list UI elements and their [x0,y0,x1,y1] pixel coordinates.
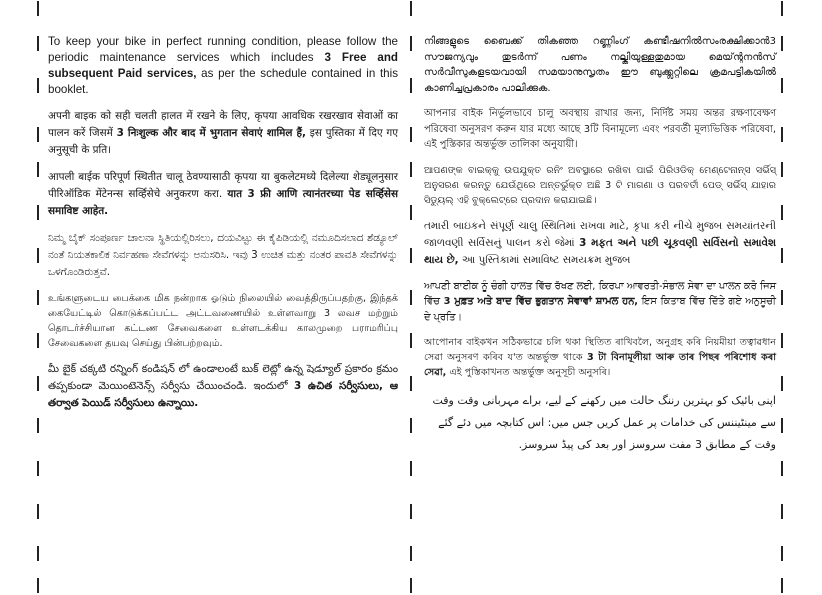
crop-mark [410,162,412,177]
crop-mark [410,127,412,142]
paragraph-text: உங்களுடைய பைக்கை மிக நன்றாக ஓடும் நிலையில் வைத்திருப்பதற்கு, இந்தக் கையேட்டில் கொடுக்கப்பட்ட அட்டவணையில் உள்ளவாறு 3 லவச மற்றும் தொடர்ச்சியான கட்டண சேவைகளை உள்ளடக்கிய காலமுறை பராமரிப்பு சேவைகளை தயவு செய்து பின்பற்றவும். [48,293,398,349]
crop-mark [37,333,39,348]
paragraph-bold-text: 3 ఉచిత సర్వీసులు, ఆ తర్వాత పెయిడ్ సర్వీసులు ఉన్నాయి. [48,380,398,409]
crop-mark [37,248,39,263]
paragraph-bold-text: यात 3 फ्री आणि त्यानंतरच्या पेड सर्व्हिसेस समाविष्ट आहेत. [48,188,398,217]
crop-mark [781,36,783,51]
paragraph-text: আপোনাৰ বাইকখন সঠিকভাৱে চলি থকা স্থিতিত ৰাখিবলৈ, অনুগ্ৰহ কৰি নিয়মীয়া তত্বাৱধান সেৱা অনুসৰণ কৰিব য'ত অন্তৰ্ভুক্ত থাকে [424,337,776,363]
crop-mark [37,162,39,177]
paragraph-text: നിങ്ങളുടെ ബൈക്ക് തികഞ്ഞ റണ്ണിംഗ് കണ്ടീഷനിൽസംരക്ഷിക്കാൻ3 സൗജന്യവും തുടർന്ന് പണം നല്കിയുള്ളതുമായ മെയ്ന്റനൻസ് സർവീസുകളടയവായി സമയാനുസൃതം ഈ ബുക്ക്ലറ്റിലെ ക്രമപട്ടികയിൽ കാണിച്ചപ്രകാരം പാലിക്കുക. [424,36,776,94]
paragraph-text: మీ బైక్ చక్కటి రన్నింగ్ కండిషన్ లో ఉండాలంటే బుక్ లెట్లో ఉన్న షెడ్యూల్ ప్రకారం క్రమం తప్పకుండా మెయింటెనెన్స్ సర్వీసు చేయించండి. ఇందులో [48,363,398,392]
paragraph-hindi [48,108,398,159]
paragraph-bengali [424,106,776,153]
crop-mark [781,127,783,142]
crop-mark [781,162,783,177]
paragraph-text-end: এই পুস্তিকাখনত অন্তৰ্ভুক্ত অনুসূচী অনুসৰি। [446,367,611,378]
crop-mark [37,546,39,561]
crop-mark [781,578,783,593]
paragraph-urdu [424,390,776,456]
paragraph-marathi [48,169,398,220]
crop-mark [37,376,39,391]
crop-mark [781,504,783,519]
crop-mark [37,461,39,476]
paragraph-assamese [424,335,776,380]
paragraph-bold-text: 3 निःशुल्क और बाद में भुगतान सेवाएं शामिल हैं, [116,127,306,139]
crop-mark [410,418,412,433]
paragraph-text: আপনার বাইক নির্ভুলভাবে চালু অবস্থায় রাখার জন্য, নির্দিষ্ট সময় অন্তর রক্ষণাবেক্ষণ পরিষেবা অনুসরণ করুন যার মধ্যে আছে 3টি বিনামূল্যে এবং পরবর্তী মূল্যভিত্তিক পরিষেবা, এই পুস্তিকার অন্তর্ভুক্ত তালিকা অনুযায়ী। [424,108,776,150]
paragraph-text: अपनी बाइक को सही चलती हालत में रखने के लिए, कृपया आवधिक रखरखाव सेवाओं का पालन करें जिसमें [48,110,398,139]
crop-mark [781,290,783,305]
paragraph-bold-text: 3 Free and subsequent Paid services, [48,51,398,80]
paragraph-text: ਆਪਣੀ ਬਾਈਕ ਨੂੰ ਚੰਗੀ ਹਾਲਤ ਵਿੱਚ ਰੱਖਣ ਲਈ, ਕਿਰਪਾ ਆਵਰਤੀ-ਸੰਭਾਲ ਸੇਵਾ ਦਾ ਪਾਲਨ ਕਰੋ ਜਿਸ ਵਿੱਚ [424,280,776,307]
crop-mark [37,578,39,593]
paragraph-text: ನಿಮ್ಮ ಬೈಕ್ ಸಂಪೂರ್ಣ ಚಾಲನಾ ಸ್ಥಿತಿಯಲ್ಲಿರಿಸಲು, ದಯವಿಟ್ಟು ಈ ಕೈಪಿಡಿಯಲ್ಲಿ ನಮೂದಿಸಲಾದ ಶೆಡ್ಯೂಲ್ ನಂತೆ ನಿಯತಕಾಲಿಕ ನಿರ್ವಹಣಾ ಸೇವೆಗಳನ್ನು ಅನುಸರಿಸಿ. ಇವು 3 ಉಚಿತ ಮತ್ತು ನಂತರ ಪಾವತಿ ಸೇವೆಗಳನ್ನು ಒಳಗೊಂಡಿರುತ್ತವೆ. [48,232,398,278]
crop-mark [781,418,783,433]
crop-mark [410,504,412,519]
paragraph-malayalam [424,34,776,96]
crop-mark [781,205,783,220]
crop-mark [410,546,412,561]
paragraph-text: اپنی بائیک کو بہترین رننگ حالت میں رکھنے کے لیے، براے مہربانی وقت وقت سے مینٹیننس کی خدامات پر عمل کریں جس میں: اس کتابچہ میں دئے گئے وقت کے مطابق 3 مفت سروسز اور بعد کی پیڈ سروسز. [432,394,776,451]
crop-mark [410,376,412,391]
paragraph-telugu [48,361,398,412]
crop-mark [37,205,39,220]
crop-mark [410,205,412,220]
paragraph-text-end: इस पुस्तिका में दिए गए अनुसूची के प्रति। [48,127,398,156]
paragraph-tamil [48,291,398,351]
crop-mark [37,1,39,16]
paragraph-text: To keep your bike in perfect running condition, please follow the periodic maintenance services which includes [48,35,398,64]
crop-mark [781,376,783,391]
crop-mark [781,333,783,348]
left-column [48,34,398,422]
crop-mark [37,36,39,51]
crop-mark [37,78,39,93]
crop-mark [781,461,783,476]
paragraph-text: ଆପଣଙ୍କ ବାଇକ୍କୁ ଉପଯୁକ୍ତ ରନିଂ ଅବସ୍ଥାରେ ରଖିବା ପାଇଁ ପିରିଓଡିକ୍ ମେଣ୍ଟେନାନ୍ସ ସର୍ଭିସ୍ ଅନୁସରଣ କରନ୍ତୁ ଯେଉଁଥିରେ ଅନ୍ତର୍ଭୁକ୍ତ ଅଛି 3 ଟି ମାଗଣା ଓ ପରବର୍ତୀ ପେଡ୍ ସର୍ଭିସ୍ ଯାହାର ସିଡ୍ୟୁଲ୍ ଏହି ବୁକ୍ଲେଟ୍ରେ ପ୍ରଦାନ କରାଯାଇଛି। [424,164,776,206]
paragraph-odia [424,163,776,208]
crop-mark [410,578,412,593]
crop-mark [410,36,412,51]
paragraph-gujarati [424,218,776,269]
crop-mark [781,248,783,263]
crop-mark [410,290,412,305]
crop-mark [37,127,39,142]
crop-mark [781,78,783,93]
crop-mark [410,461,412,476]
paragraph-kannada [48,230,398,281]
paragraph-text: आपली बाईक परिपूर्ण स्थितीत चालू ठेवण्यासाठी कृपया या बुकलेटमध्ये दिलेल्या शेड्यूलनुसार पीरिऑडिक मेंटेनन्स सर्व्हिसेचे अनुकरण करा. [48,171,398,200]
paragraph-text-end: આ પુસ્તિકામાં સમાવિષ્ટ સમયક્રમ મુજબ [458,253,631,266]
paragraph-text: તમારી બાઇકને સંપૂર્ણ ચાલુ સ્થિતિમાં રાખવા માટે, કૃપા કરી નીચે મુજબ સમયાંતરની જાળવણી સર્વિસનું પાલન કરો જેમાં [424,219,776,249]
crop-mark [410,1,412,16]
paragraph-text-end: ਇਸ ਕਿਤਾਬ ਵਿੱਚ ਦਿੱਤੇ ਗਏ ਅਨੁਸੂਚੀ ਦੇ ਪ੍ਰਤਿ। [424,296,776,323]
right-column [424,34,776,466]
crop-mark [37,290,39,305]
paragraph-bold-text: 3 টা বিনামূলীয়া আৰু তাৰ পিছৰ পৰিশোধ কৰা সেৱা, [424,352,777,378]
paragraph-text-end: as per the schedule contained in this booklet. [48,67,398,96]
crop-mark [410,248,412,263]
crop-mark [781,1,783,16]
crop-mark [781,546,783,561]
crop-mark [410,333,412,348]
crop-mark [410,78,412,93]
paragraph-bold-text: 3 મફત અને પછી ચૂકવણી સર્વિસનો સમાવેશ થાય છે, [424,236,776,266]
paragraph-english [48,34,398,98]
paragraph-bold-text: 3 ਮੁਫ਼ਤ ਅਤੇ ਬਾਦ ਵਿੱਚ ਭੁਗਤਾਨ ਸੇਵਾਵਾਂ ਸ਼ਾਮਲ ਹਨ, [443,296,639,307]
paragraph-punjabi [424,279,776,326]
crop-mark [37,418,39,433]
crop-mark [37,504,39,519]
